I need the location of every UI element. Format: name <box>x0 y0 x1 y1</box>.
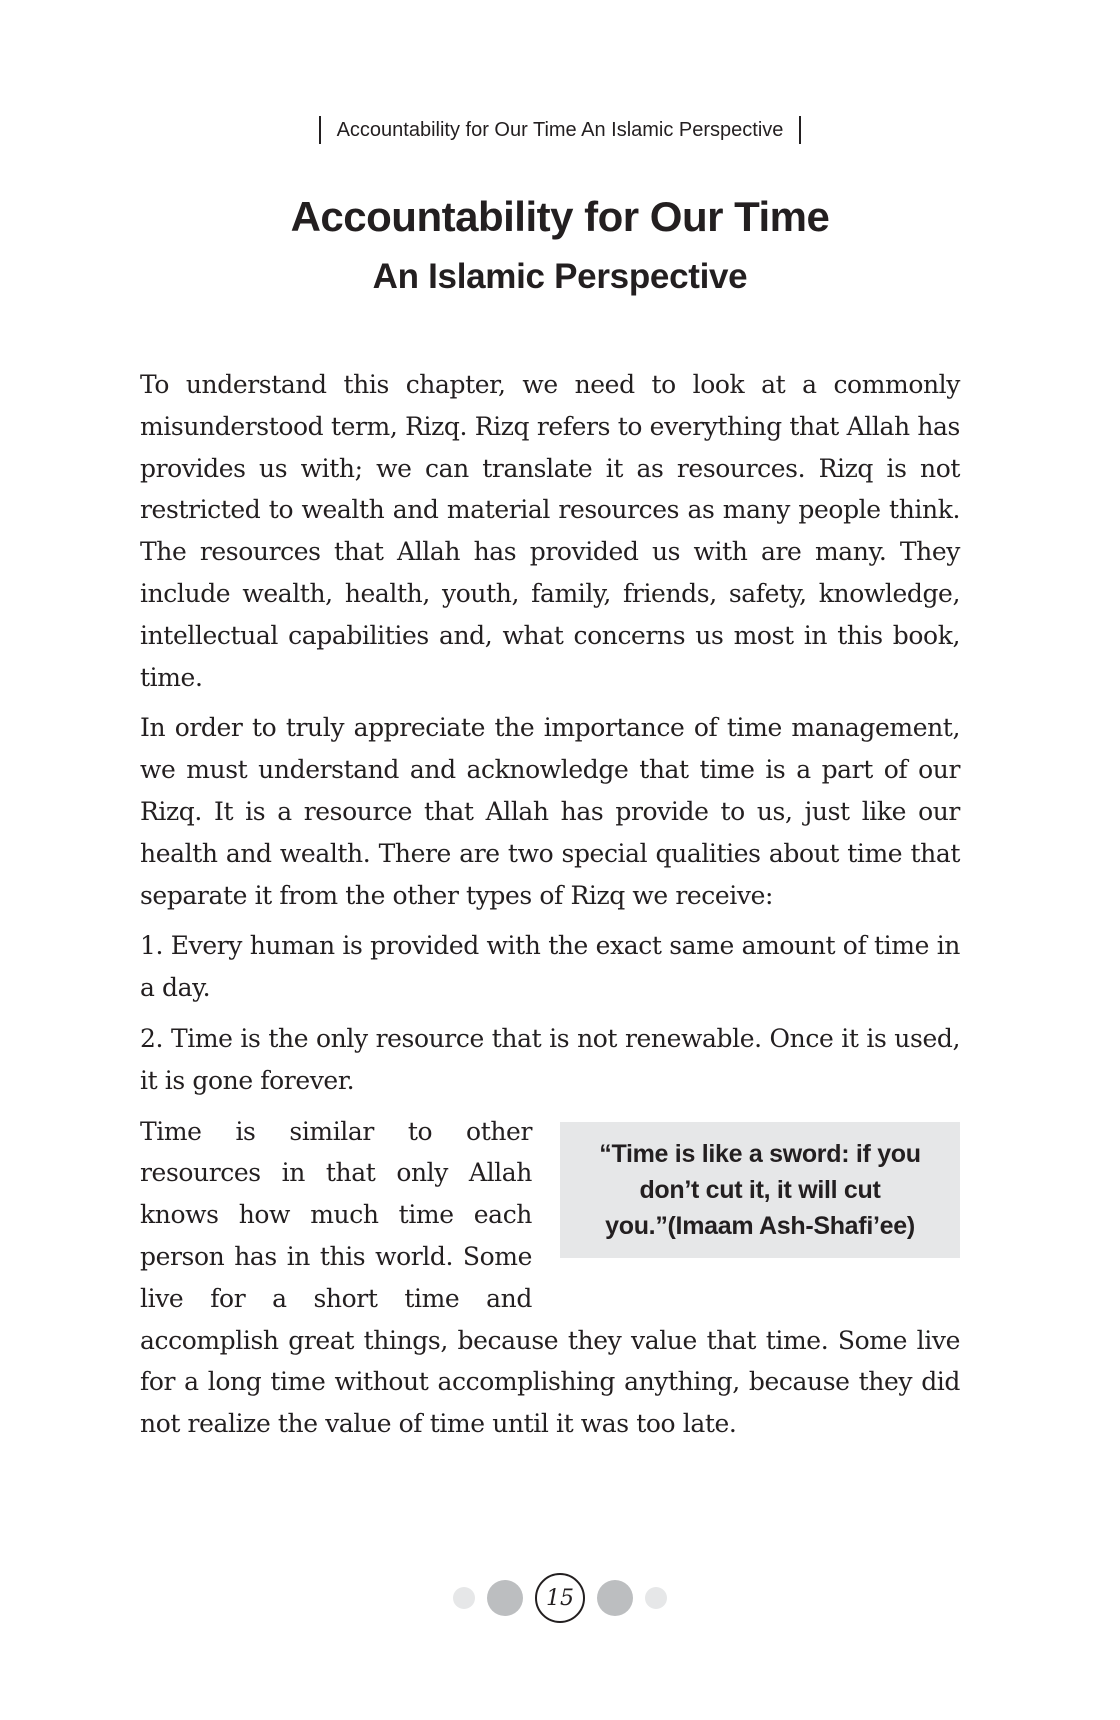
ornament-dot <box>597 1580 633 1616</box>
page-number: 15 <box>535 1573 585 1623</box>
running-title: Accountability for Our Time An Islamic Perspective <box>336 119 784 141</box>
header-divider-left <box>319 116 321 144</box>
pull-quote: “Time is like a sword: if you don’t cut it, it will cut you.”(Imaam Ash-Shafi’ee) <box>560 1122 960 1258</box>
ornament-dot <box>487 1580 523 1616</box>
page-number-ornament <box>0 1570 1120 1626</box>
running-header <box>0 116 1120 144</box>
ornament-dot <box>453 1587 475 1609</box>
paragraph: In order to truly appreciate the importance of time management, we must understand and acknowledge that time is a part of our Rizq. It is a resource that Allah has provide to us, just like our health and wealth. There are two special qualities about time that separate it from the other types of Rizq we receive: <box>140 713 960 910</box>
chapter-subtitle: An Islamic Perspective <box>372 257 748 296</box>
ornament-dot <box>645 1587 667 1609</box>
body-text <box>140 364 960 1454</box>
header-divider-right <box>799 116 801 144</box>
list-item: 1. Every human is provided with the exact same amount of time in a day. <box>140 931 960 1003</box>
list-item: 2. Time is the only resource that is not renewable. Once it is used, it is gone forever. <box>140 1023 960 1095</box>
paragraph: To understand this chapter, we need to look at a commonly misunderstood term, Rizq. Rizq refers to everything that Allah has provides us with; we can translate it as resources. Rizq is not restricted to wealth and material resources as many people think. The resources that Allah has provided us with are many. They include wealth, health, youth, family, friends, safety, knowledge, intellectual capabilities and, what concerns us most in this book, time. <box>140 370 960 692</box>
paragraph: Time is similar to other resources in that only Allah knows how much time each person has in this world. Some live for a short time and accomplish great things, because they value that time. Some live for a long time without accomplishing anything, because they did not realize the value of time until it was too late. <box>140 1116 960 1439</box>
chapter-title: Accountability for Our Time <box>290 193 830 240</box>
